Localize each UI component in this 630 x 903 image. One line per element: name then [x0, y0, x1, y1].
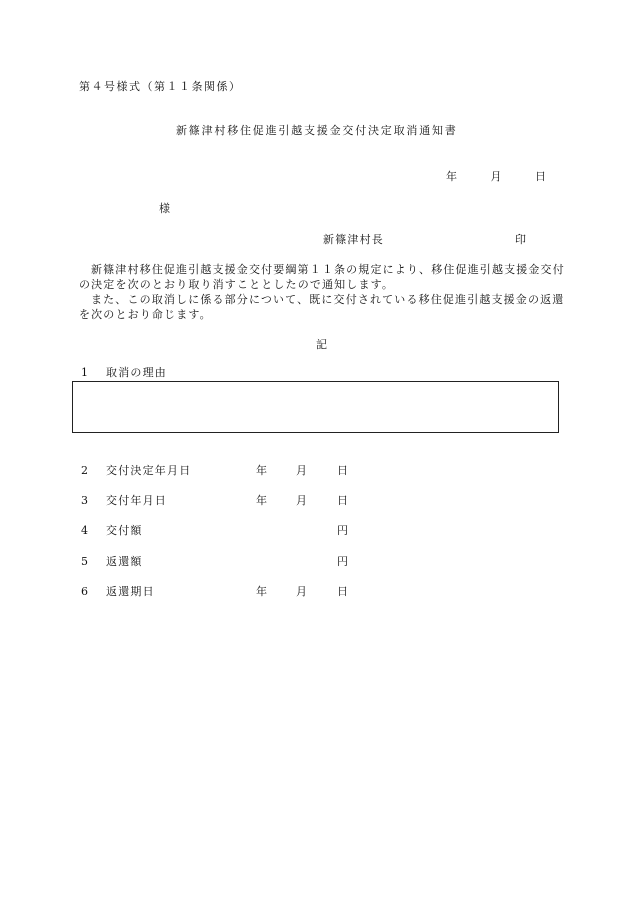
item-label-decision-date: 交付決定年月日 [106, 464, 192, 477]
item-label-reason: 取消の理由 [106, 366, 167, 379]
return-deadline-day-unit: 日 [337, 585, 348, 598]
seal-mark: 印 [515, 233, 526, 246]
grant-date-year-unit: 年 [256, 494, 267, 507]
recipient-suffix: 様 [159, 202, 170, 215]
return-deadline-year-unit: 年 [256, 585, 267, 598]
body-paragraph-1: 新篠津村移住促進引越支援金交付要綱第１１条の規定により、移住促進引越支援金交付の決定を次のとおり取り消すこととしたので通知します。 [79, 263, 565, 291]
item-number: 6 [81, 585, 88, 598]
return-deadline-month-unit: 月 [296, 585, 307, 598]
reason-box [72, 381, 559, 433]
return-amount-yen-unit: 円 [337, 555, 348, 568]
date-year-unit: 年 [446, 170, 457, 183]
item-number: 3 [81, 494, 88, 507]
ki-heading: 記 [316, 338, 327, 351]
grant-date-day-unit: 日 [337, 494, 348, 507]
document-title: 新篠津村移住促進引越支援金交付決定取消通知書 [176, 124, 458, 137]
item-label-grant-date: 交付年月日 [106, 494, 167, 507]
date-day-unit: 日 [535, 170, 546, 183]
body-paragraph-2: また、この取消しに係る部分について、既に交付されている移住促進引越支援金の返還を次のとおり命じます。 [79, 293, 565, 321]
decision-date-day-unit: 日 [337, 464, 348, 477]
item-number: 5 [81, 555, 88, 568]
item-number: 4 [81, 524, 88, 537]
issuer-name: 新篠津村長 [323, 233, 384, 246]
decision-date-year-unit: 年 [256, 464, 267, 477]
form-number: 第４号様式（第１１条関係） [79, 80, 242, 93]
grant-amount-yen-unit: 円 [337, 524, 348, 537]
item-label-return-deadline: 返還期日 [106, 585, 155, 598]
item-number: 1 [81, 366, 88, 379]
notice-body [79, 262, 569, 322]
item-label-grant-amount: 交付額 [106, 524, 143, 537]
issue-date [446, 170, 546, 184]
item-label-return-amount: 返還額 [106, 555, 143, 568]
decision-date-month-unit: 月 [296, 464, 307, 477]
grant-date-month-unit: 月 [296, 494, 307, 507]
item-number: 2 [81, 464, 88, 477]
date-month-unit: 月 [490, 170, 502, 183]
